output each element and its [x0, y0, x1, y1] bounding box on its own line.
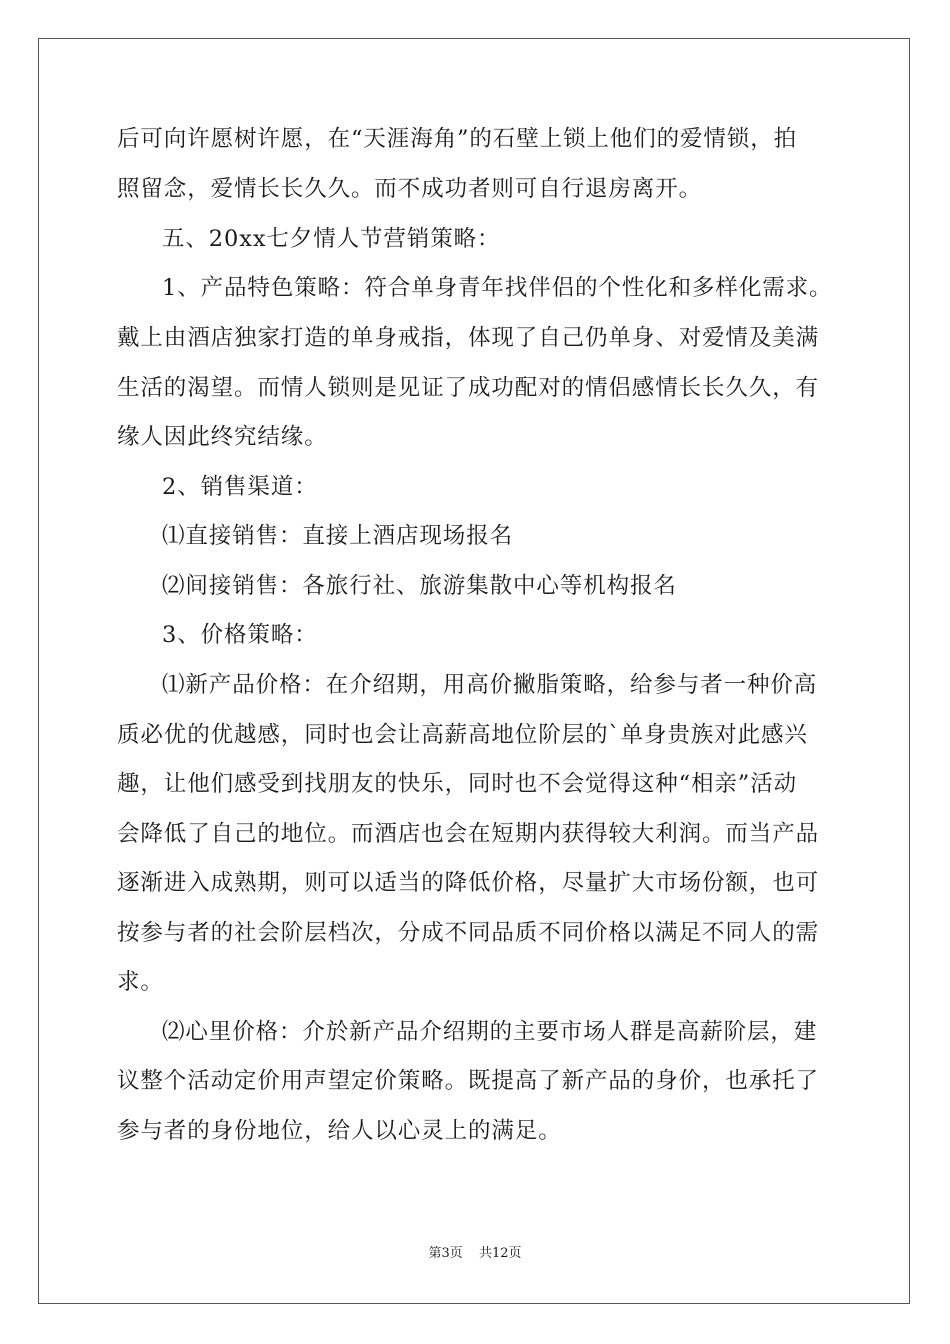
- list-item: ⑴直接销售：直接上酒店现场报名: [162, 523, 514, 549]
- text-line: 议整个活动定价用声望定价策略。既提高了新产品的身价，也承托了: [117, 1068, 820, 1094]
- text-line: 1、产品特色策略：符合单身青年找伴侣的个性化和多样化需求。: [162, 275, 833, 301]
- text-line: 会降低了自己的地位。而酒店也会在短期内获得较大利润。而当产品: [117, 821, 820, 847]
- text-line: ⑵心里价格：介於新产品介绍期的主要市场人群是高薪阶层，建: [162, 1019, 818, 1045]
- page-total: 共12页: [478, 1246, 522, 1261]
- section-heading: 五、20xx七夕情人节营销策略：: [162, 226, 501, 252]
- text-line: 求。: [117, 969, 164, 995]
- text-line: 戴上由酒店独家打造的单身戒指，体现了自己仍单身、对爱情及美满: [117, 325, 820, 351]
- text-line: 照留念，爱情长长久久。而不成功者则可自行退房离开。: [117, 176, 703, 202]
- subheading: 3、价格策略：: [162, 622, 318, 648]
- text-line: ⑴新产品价格：在介绍期，用高价撇脂策略，给参与者一种价高: [162, 672, 818, 698]
- text-line: 趣，让他们感受到找朋友的快乐，同时也不会觉得这种“相亲”活动: [117, 771, 798, 797]
- text-line: 质必优的优越感，同时也会让高薪高地位阶层的`单身贵族对此感兴: [117, 722, 808, 748]
- text-line: 逐渐进入成熟期，则可以适当的降低价格，尽量扩大市场份额，也可: [117, 870, 820, 896]
- text-line: 缘人因此终究结缘。: [117, 424, 328, 450]
- page-footer: [0, 1246, 950, 1262]
- text-line: 参与者的身份地位，给人以心灵上的满足。: [117, 1118, 562, 1144]
- text-line: 后可向许愿树许愿，在“天涯海角”的石壁上锁上他们的爱情锁，拍: [117, 126, 798, 152]
- text-line: 生活的渴望。而情人锁则是见证了成功配对的情侣感情长长久久，有: [117, 375, 820, 401]
- list-item: ⑵间接销售：各旅行社、旅游集散中心等机构报名: [162, 573, 677, 599]
- text-line: 按参与者的社会阶层档次，分成不同品质不同价格以满足不同人的需: [117, 920, 820, 946]
- subheading: 2、销售渠道：: [162, 474, 318, 500]
- page-number: 第3页: [428, 1246, 463, 1261]
